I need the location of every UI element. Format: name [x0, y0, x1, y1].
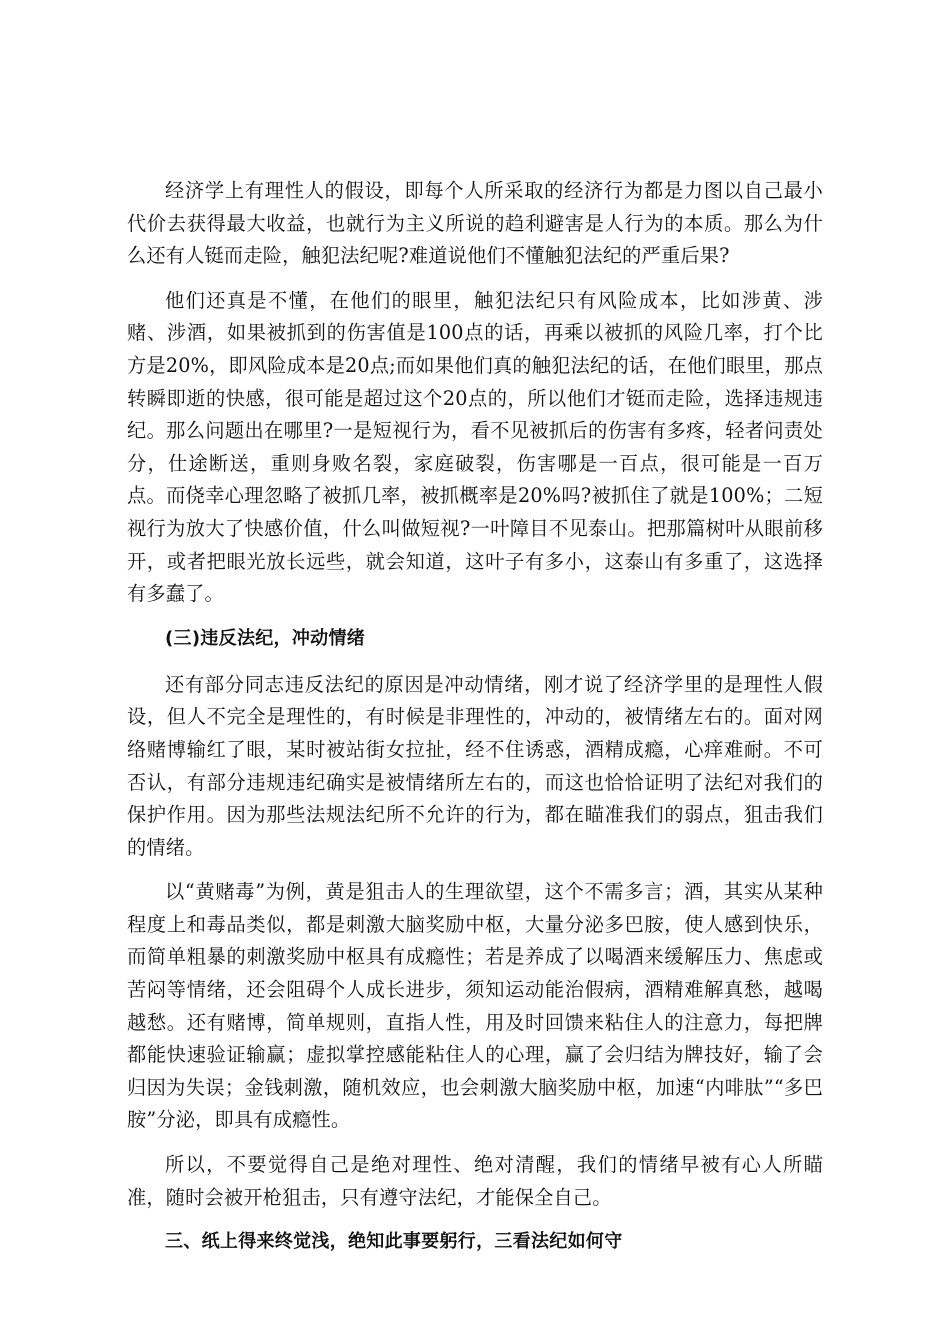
- paragraph-vice-example: 以“黄赌毒”为例，黄是狙击人的生理欲望，这个不需多言；酒，其实从某种程度上和毒品类似，都是刺激大脑奖励中枢，大量分泌多巴胺，使人感到快乐，而简单粗暴的刺激奖励中枢具有成瘾性；若是养成了以喝酒来缓解压力、焦虑或苦闷等情绪，还会阻碍个人成长进步，须知运动能治假病，酒精难解真愁，越喝越愁。还有赌博，简单规则，直指人性，用及时回馈来粘住人的注意力，每把牌都能快速验证输赢；虚拟掌控感能粘住人的心理，赢了会归结为牌技好，输了会归因为失误；金钱刺激，随机效应，也会刺激大脑奖励中枢，加速“内啡肽”“多巴胺”分泌，即具有成瘾性。: [127, 880, 823, 1132]
- document-body: [127, 175, 823, 1272]
- paragraph-risk-cost: 他们还真是不懂，在他们的眼里，触犯法纪只有风险成本，比如涉黄、涉赌、涉酒，如果被抓到的伤害值是100点的话，再乘以被抓的风险几率，打个比方是20%，即风险成本是20点;而如果他们真的触犯法纪的话，在他们眼里，那点转瞬即逝的快感，很可能是超过这个20点的，所以他们才铤而走险，选择违规违纪。那么问题出在哪里?一是短视行为，看不见被抓后的伤害有多疼，轻者问责处分，仕途断送，重则身败名裂，家庭破裂，伤害哪是一百点，很可能是一百万点。而侥幸心理忽略了被抓几率，被抓概率是20%吗?被抓住了就是100%；二短视行为放大了快感价值，什么叫做短视?一叶障目不见泰山。把那篇树叶从眼前移开，或者把眼光放长远些，就会知道，这叶子有多小，这泰山有多重了，这选择有多蠢了。: [127, 288, 823, 606]
- section-heading-three: 三、纸上得来终觉浅，绝知此事要躬行，三看法纪如何守: [165, 1231, 623, 1253]
- paragraph-rational-person: 经济学上有理性人的假设，即每个人所采取的经济行为都是力图以自己最小代价去获得最大收益，也就行为主义所说的趋利避害是人行为的本质。那么为什么还有人铤而走险，触犯法纪呢?难道说他们不懂触犯法纪的严重后果?: [127, 179, 823, 268]
- subheading-impulsive-emotion: (三)违反法纪，冲动情绪: [165, 627, 366, 649]
- paragraph-conclusion: 所以，不要觉得自己是绝对理性、绝对清醒，我们的情绪早被有心人所瞄准，随时会被开枪狙击，只有遵守法纪，才能保全自己。: [127, 1153, 823, 1209]
- paragraph-impulsive-emotion: 还有部分同志违反法纪的原因是冲动情绪，刚才说了经济学里的是理性人假设，但人不完全是理性的，有时候是非理性的，冲动的，被情绪左右的。面对网络赌博输红了眼，某时被站街女拉扯，经不住诱惑，酒精成瘾，心痒难耐。不可否认，有部分违规违纪确实是被情绪所左右的，而这也恰恰证明了法纪对我们的保护作用。因为那些法规法纪所不允许的行为，都在瞄准我们的弱点，狙击我们的情绪。: [127, 672, 823, 859]
